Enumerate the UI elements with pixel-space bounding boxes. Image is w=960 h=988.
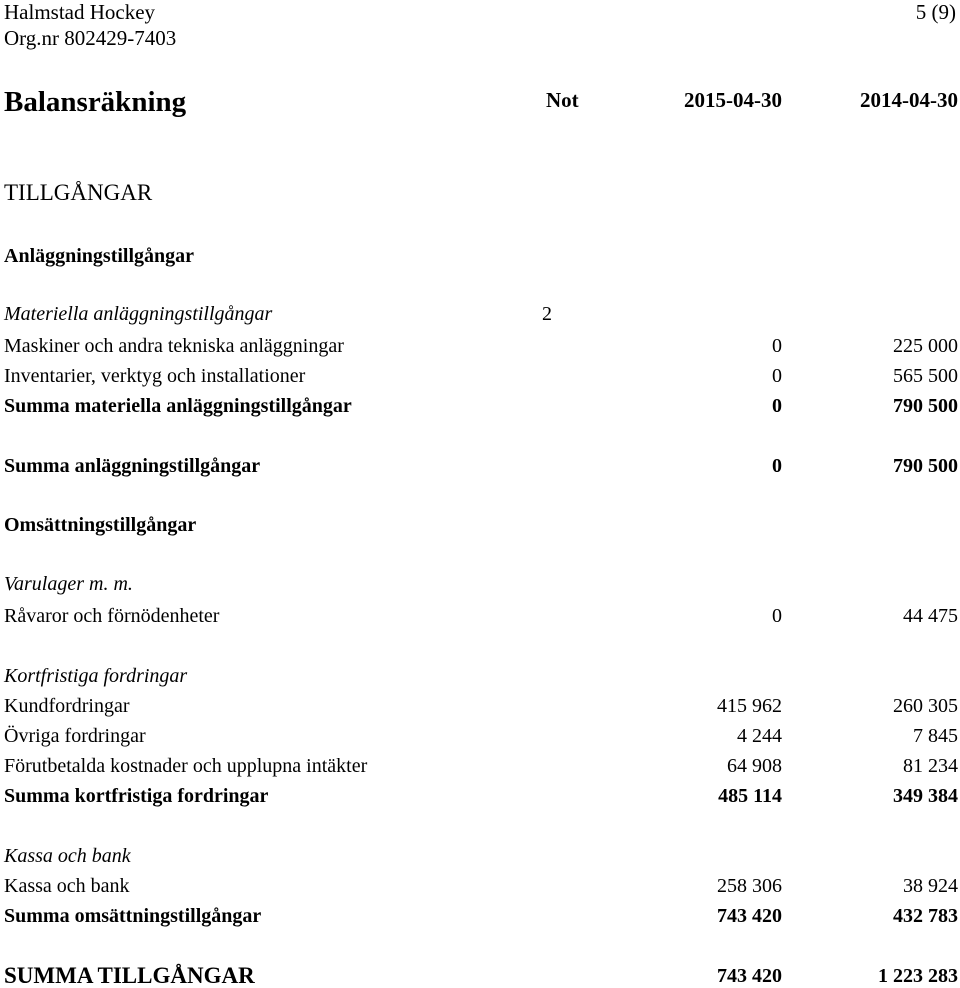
value-previous: 7 845: [913, 725, 958, 747]
value-current: 0: [772, 335, 782, 357]
value-current: 743 420: [717, 905, 782, 927]
row-label: Varulager m. m.: [4, 573, 133, 595]
row-label: Kundfordringar: [4, 695, 130, 717]
value-previous: 38 924: [903, 875, 958, 897]
page-number: 5 (9): [915, 0, 956, 24]
sum-row: [0, 392, 960, 420]
value-previous: 432 783: [893, 905, 958, 927]
org-number: Org.nr 802429-7403: [4, 26, 177, 50]
row-label: Summa anläggningstillgångar: [4, 455, 261, 477]
sum-row: [0, 782, 960, 810]
sum-row: [0, 452, 960, 480]
value-previous: 44 475: [903, 605, 958, 627]
column-header-current: 2015-04-30: [684, 88, 782, 112]
subgroup-receivables: [0, 662, 960, 690]
row-label: Materiella anläggningstillgångar: [4, 303, 273, 325]
table-row: [0, 752, 960, 780]
table-row: [0, 362, 960, 390]
value-previous: 790 500: [893, 395, 958, 417]
value-current: 0: [772, 365, 782, 387]
note-reference: 2: [542, 303, 552, 325]
row-label: Förutbetalda kostnader och upplupna intäkter: [4, 755, 368, 777]
row-label: SUMMA TILLGÅNGAR: [4, 963, 255, 988]
row-label: Råvaror och förnödenheter: [4, 605, 220, 627]
value-current: 0: [772, 605, 782, 627]
row-label: Övriga fordringar: [4, 725, 146, 747]
row-label: Kassa och bank: [4, 875, 130, 897]
value-previous: 260 305: [893, 695, 958, 717]
value-previous: 81 234: [903, 755, 958, 777]
column-header-previous: 2014-04-30: [860, 88, 958, 112]
subgroup-tangible-assets: [0, 300, 960, 328]
org-name: Halmstad Hockey: [4, 0, 156, 24]
total-row: [0, 964, 960, 988]
table-row: [0, 692, 960, 720]
value-current: 4 244: [737, 725, 782, 747]
table-row: [0, 872, 960, 900]
sum-row: [0, 902, 960, 930]
value-previous: 790 500: [893, 455, 958, 477]
subgroup-inventory: [0, 570, 960, 598]
value-current: 743 420: [717, 965, 782, 987]
row-label: Kassa och bank: [4, 845, 131, 867]
row-label: Summa omsättningstillgångar: [4, 905, 262, 927]
value-current: 0: [772, 455, 782, 477]
value-previous: 225 000: [893, 335, 958, 357]
group-fixed-assets: Anläggningstillgångar: [4, 245, 195, 267]
table-row: [0, 332, 960, 360]
subgroup-cash: [0, 842, 960, 870]
value-previous: 1 223 283: [878, 965, 958, 987]
value-current: 415 962: [717, 695, 782, 717]
row-label: Inventarier, verktyg och installationer: [4, 365, 306, 387]
page-title: Balansräkning: [4, 86, 187, 118]
table-row: [0, 722, 960, 750]
value-current: 485 114: [718, 785, 782, 807]
section-assets: TILLGÅNGAR: [4, 180, 153, 205]
value-previous: 565 500: [893, 365, 958, 387]
row-label: Summa materiella anläggningstillgångar: [4, 395, 352, 417]
row-label: Kortfristiga fordringar: [4, 665, 188, 687]
table-row: [0, 602, 960, 630]
value-current: 0: [772, 395, 782, 417]
value-current: 258 306: [717, 875, 782, 897]
group-current-assets: Omsättningstillgångar: [4, 514, 197, 536]
row-label: Summa kortfristiga fordringar: [4, 785, 269, 807]
row-label: Maskiner och andra tekniska anläggningar: [4, 335, 344, 357]
value-current: 64 908: [727, 755, 782, 777]
column-header-note: Not: [546, 88, 579, 112]
value-previous: 349 384: [893, 785, 958, 807]
